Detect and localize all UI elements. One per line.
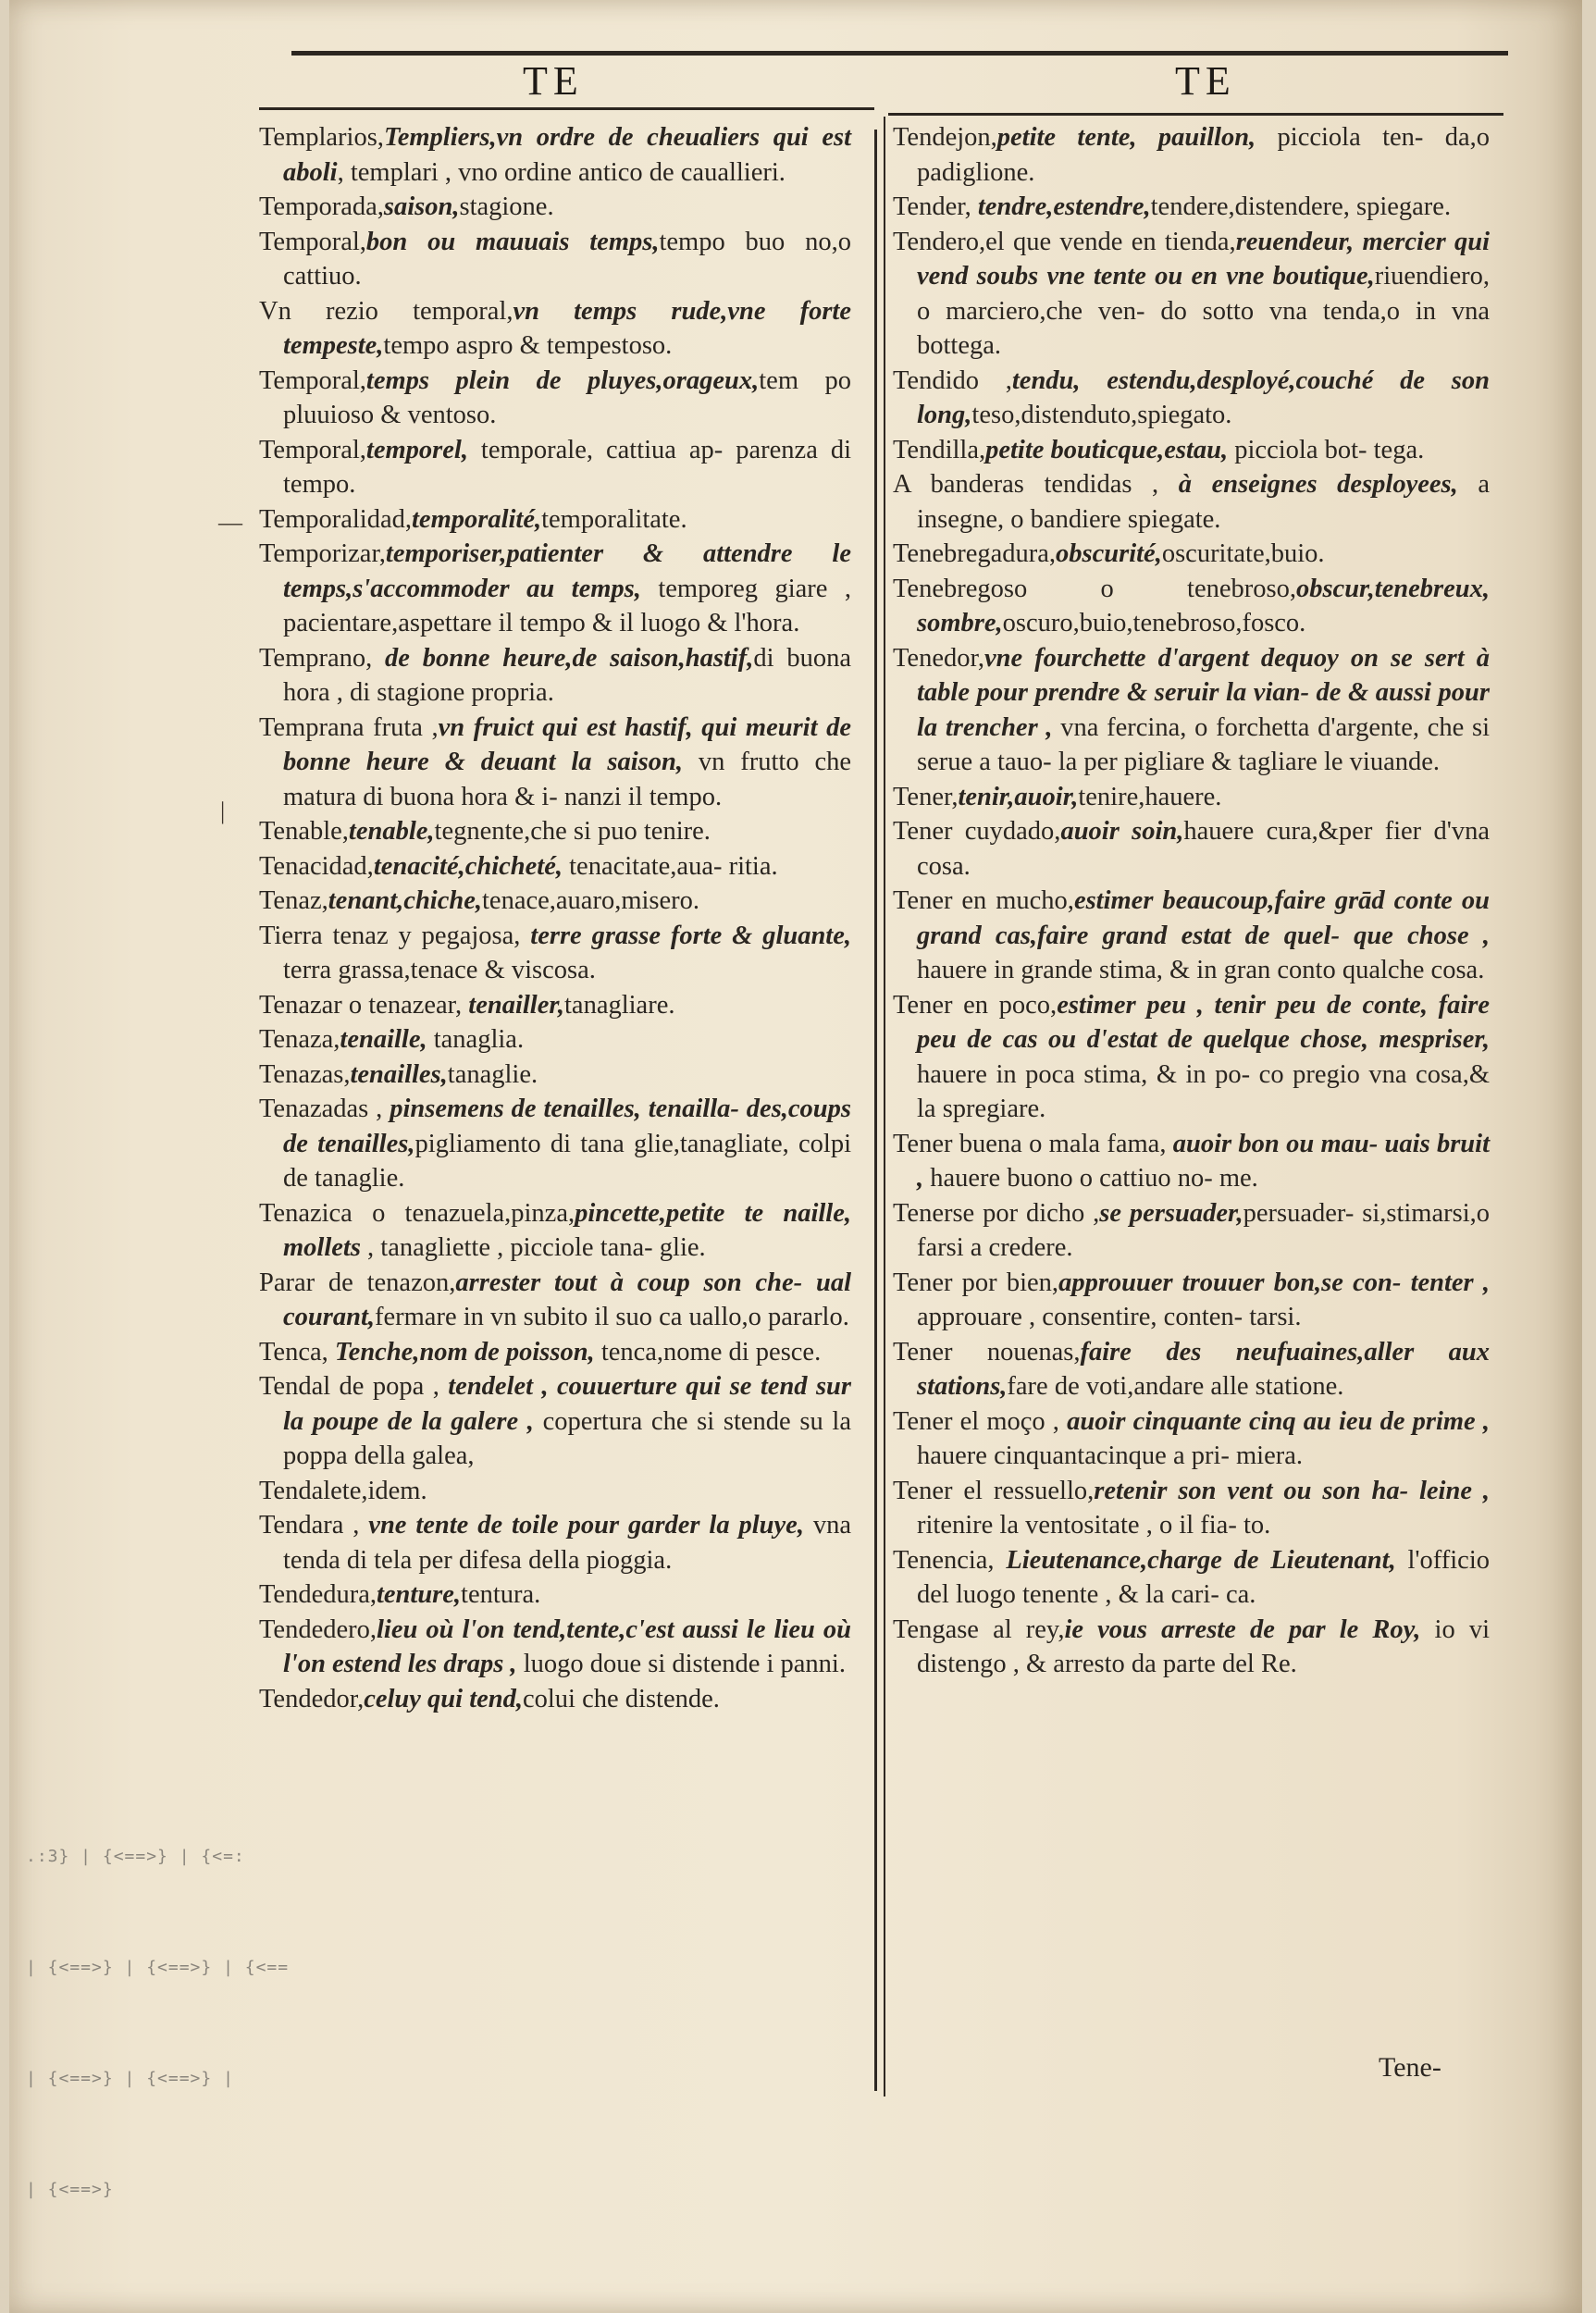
italian-gloss: ritenire la ventositate , o il fia- to. — [917, 1511, 1271, 1540]
left-entry — [259, 884, 851, 919]
spanish-headword: Temporal, — [259, 435, 366, 464]
left-entry — [259, 1266, 851, 1335]
left-entry — [259, 1092, 851, 1196]
italian-gloss: teso,distenduto,spiegato. — [971, 401, 1232, 429]
spanish-headword: Tenazas, — [259, 1059, 351, 1089]
left-entry — [259, 433, 851, 502]
french-gloss: pincette,petite te naille, mollets — [283, 1198, 852, 1262]
left-column — [259, 120, 851, 1716]
italian-gloss: tempo aspro & tempestoso. — [383, 331, 673, 360]
spanish-headword: Tenebregadura, — [893, 539, 1057, 568]
right-entry — [893, 190, 1490, 225]
french-gloss: tenailler, — [462, 990, 564, 1020]
margin-stub: | {<==>} | {<==>} | — [26, 2069, 234, 2088]
french-gloss: Tenche,nom de poisson, — [328, 1337, 595, 1367]
margin-stub: | {<==>} | {<==>} | {<== — [26, 1958, 290, 1977]
french-gloss: obscur,tenebreux, sombre, — [917, 574, 1490, 637]
spanish-headword: Tenazar o tenazear, — [259, 990, 463, 1020]
italian-gloss: fare de voti,andare alle statione. — [1007, 1372, 1344, 1401]
right-entry — [893, 1543, 1490, 1613]
margin-stub: | {<==>} — [26, 2180, 114, 2199]
italian-gloss: temporeg giare , pacientare,aspettare il tempo & il luogo & l'hora. — [283, 574, 852, 637]
italian-gloss: terra grassa,tenace & viscosa. — [283, 956, 596, 984]
french-gloss: ie vous arreste de par le Roy, — [1064, 1614, 1421, 1644]
italian-gloss: stagione. — [459, 192, 554, 221]
right-entry — [893, 433, 1490, 468]
italian-gloss: riuendiero, o marciero,che ven- do sotto vna tenda,o in vna bottega. — [917, 262, 1490, 360]
catchword: Tene- — [1379, 2052, 1441, 2083]
spanish-headword: Parar de tenazon, — [259, 1268, 456, 1297]
spanish-headword: Tener el moço , — [893, 1406, 1059, 1436]
french-gloss: estimer beaucoup,faire grād conte ou grand cas,faire grand estat de quel- que chose , — [917, 886, 1490, 950]
book-page — [9, 0, 1582, 2313]
french-gloss: se persuader, — [1099, 1198, 1243, 1228]
french-gloss: tenailles, — [350, 1059, 448, 1089]
french-gloss: Lieutenance,charge de Lieutenant, — [994, 1545, 1396, 1575]
spanish-headword: Tendal de popa , — [259, 1372, 439, 1401]
left-entry — [259, 641, 851, 711]
right-entry — [893, 1404, 1490, 1474]
left-entry — [259, 537, 851, 641]
column-divider — [874, 130, 877, 2091]
french-gloss: temporalité, — [412, 504, 542, 534]
spanish-headword: Tendara , — [259, 1511, 360, 1540]
italian-gloss: tem po pluuioso & ventoso. — [283, 365, 851, 429]
spanish-headword: Temporada, — [259, 192, 384, 221]
french-gloss: Templiers,vn ordre de cheualiers qui est aboli — [283, 123, 851, 187]
french-gloss: petite tente, pauillon, — [996, 123, 1256, 152]
italian-gloss: tegnente,che si puo tenire. — [434, 817, 711, 846]
margin-stub: .:3} | {<==>} | {<=: — [26, 1847, 245, 1866]
right-entry — [893, 467, 1490, 537]
right-entry — [893, 1474, 1490, 1543]
french-gloss: reuendeur, mercier qui vend soubs vne tente ou en vne boutique, — [917, 227, 1490, 291]
left-entry — [259, 1577, 851, 1613]
left-entry — [259, 1613, 851, 1682]
italian-gloss: approuare , consentire, conten- tarsi. — [917, 1303, 1302, 1331]
italian-gloss: hauere in poca stima, & in po- co pregio vna cosa,& la spregiare. — [917, 1059, 1490, 1123]
french-gloss: arrester tout à coup son che- ual courant, — [283, 1268, 851, 1331]
left-entry — [259, 1022, 851, 1058]
italian-gloss: tanaglia. — [427, 1025, 525, 1054]
italian-gloss: tanagliare. — [564, 990, 675, 1020]
head-rule-right — [888, 113, 1503, 116]
spanish-headword: Tendero,el que vende en tienda, — [893, 227, 1236, 256]
spanish-headword: Vn rezio temporal, — [259, 296, 513, 326]
french-gloss: à enseignes desployees, — [1158, 470, 1458, 499]
spanish-headword: Tener cuydado, — [893, 817, 1061, 846]
spanish-headword: Temporal, — [259, 227, 366, 256]
left-entry — [259, 502, 851, 538]
spanish-headword: Tendalete, — [259, 1476, 368, 1505]
spanish-headword: Tenerse por dicho , — [893, 1198, 1100, 1228]
french-gloss: tendre,estendre, — [971, 192, 1151, 221]
french-gloss: obscurité, — [1056, 539, 1162, 568]
italian-gloss: tentura. — [461, 1580, 541, 1609]
italian-gloss: pigliamento di tana glie,tanagliate, colpi de tanaglie. — [283, 1129, 851, 1193]
spanish-headword: Tendejon, — [893, 123, 997, 152]
italian-gloss: tendere,distendere, spiegare. — [1150, 192, 1452, 221]
french-gloss: vne fourchette d'argent dequoy on se sert à table pour prendre & seruir la vian- de & aussi pour la trencher , — [917, 643, 1490, 742]
italian-gloss: fermare in vn subito il suo ca uallo,o pararlo. — [375, 1303, 849, 1331]
italian-gloss: colui che distende. — [522, 1684, 720, 1713]
spanish-headword: Tenable, — [259, 817, 349, 846]
left-entry — [259, 190, 851, 225]
spanish-headword: Tengase al rey, — [893, 1614, 1065, 1644]
left-entry — [259, 919, 851, 988]
right-entry — [893, 1335, 1490, 1404]
italian-gloss: tenire,hauere. — [1078, 782, 1222, 811]
french-gloss: auoir soin, — [1060, 817, 1184, 846]
italian-gloss: temporale, cattiua ap- parenza di tempo. — [283, 435, 851, 499]
top-rule — [291, 51, 1508, 56]
left-entry — [259, 1335, 851, 1370]
right-entry — [893, 884, 1490, 988]
italian-gloss: hauere in grande stima, & in gran conto qualche cosa. — [917, 956, 1485, 984]
right-entry — [893, 537, 1490, 572]
spanish-headword: Tenaz, — [259, 886, 328, 915]
italian-gloss: io vi distengo , & arresto da parte del Re. — [917, 1614, 1490, 1678]
french-gloss: tenir,auoir, — [958, 782, 1079, 811]
left-entry — [259, 1058, 851, 1093]
italian-gloss: persuader- si,stimarsi,o farsi a credere. — [917, 1198, 1490, 1262]
left-entry — [259, 225, 851, 294]
right-entry — [893, 120, 1490, 190]
spanish-headword: Tener el ressuello, — [893, 1476, 1095, 1505]
spanish-headword: Tener nouenas, — [893, 1337, 1081, 1367]
left-entry — [259, 1508, 851, 1577]
french-gloss: tenture, — [376, 1580, 462, 1609]
italian-gloss: , tanagliette , picciole tana- glie. — [360, 1233, 706, 1262]
spanish-headword: Tenaza, — [259, 1025, 340, 1054]
french-gloss: temporiser,patienter & attendre le temps,s'accommoder au temps, — [283, 539, 851, 603]
margin-mark: | — [220, 798, 226, 824]
left-entry — [259, 711, 851, 815]
french-gloss: vne tente de toile pour garder la pluye, — [359, 1511, 804, 1540]
right-column — [893, 120, 1490, 1682]
left-entry — [259, 1369, 851, 1474]
french-gloss: estimer peu , tenir peu de conte, faire peu de cas ou d'estat de quelque chose, mespriser, — [917, 990, 1491, 1054]
spanish-headword: Tenazica o tenazuela,pinza, — [259, 1198, 575, 1228]
italian-gloss: tenca,nome di pesce. — [594, 1337, 822, 1367]
right-entry — [893, 814, 1490, 884]
italian-gloss: a insegne, o bandiere spiegate. — [917, 470, 1490, 534]
french-gloss: auoir bon ou mau- uais bruit , — [917, 1129, 1490, 1193]
french-gloss: retenir son vent ou son ha- leine , — [1094, 1476, 1490, 1505]
column-divider-inner — [884, 117, 885, 2097]
spanish-headword: Tenedor, — [893, 643, 984, 673]
italian-gloss: tempo buo no,o cattiuo. — [283, 227, 851, 291]
head-rule-left — [259, 107, 874, 110]
spanish-headword: A banderas tendidas , — [893, 470, 1159, 499]
spanish-headword: Tenca, — [259, 1337, 328, 1367]
french-gloss: tendelet , couuerture qui se tend sur la poupe de la galere , — [283, 1372, 851, 1436]
spanish-headword: Templarios, — [259, 123, 384, 152]
spanish-headword: Tenencia, — [893, 1545, 995, 1575]
italian-gloss: luogo doue si distende i panni. — [516, 1650, 846, 1678]
italian-gloss: oscuritate,buio. — [1161, 539, 1325, 568]
spanish-headword: Temporal, — [259, 365, 366, 395]
spanish-headword: Tener, — [893, 782, 959, 811]
spanish-headword: Temprano, — [259, 643, 373, 673]
right-entry — [893, 572, 1490, 641]
left-entry — [259, 849, 851, 884]
spanish-headword: Tendedero, — [259, 1614, 377, 1644]
right-entry — [893, 364, 1490, 433]
right-entry — [893, 641, 1490, 780]
italian-gloss: vn frutto che matura di buona hora & i- nanzi il tempo. — [283, 748, 851, 811]
french-gloss: terre grasse forte & gluante, — [520, 921, 852, 950]
italian-gloss: temporalitate. — [541, 504, 687, 534]
french-gloss: de bonne heure,de saison,hastif, — [372, 643, 754, 673]
spanish-headword: Tender, — [893, 192, 971, 221]
italian-gloss: l'officio del luogo tenente , & la cari- ca. — [917, 1545, 1490, 1609]
french-gloss: vn temps rude,vne forte tempeste, — [283, 296, 852, 360]
spanish-headword: Tener por bien, — [893, 1268, 1059, 1297]
french-gloss: saison, — [383, 192, 460, 221]
italian-gloss: idem. — [367, 1476, 427, 1505]
french-gloss: tenant,chiche, — [328, 886, 483, 915]
french-gloss: bon ou mauuais temps, — [365, 227, 660, 256]
spanish-headword: Tener buena o mala fama, — [893, 1129, 1167, 1158]
spanish-headword: Tendilla, — [893, 435, 986, 464]
left-entry — [259, 1474, 851, 1509]
italian-gloss: hauere cura,&per fier d'vna cosa. — [917, 817, 1490, 881]
running-head-right: TE — [1175, 58, 1236, 104]
italian-gloss: picciola ten- da,o padiglione. — [917, 123, 1490, 187]
left-entry — [259, 988, 851, 1023]
spanish-headword: Tendedor, — [259, 1684, 365, 1713]
italian-gloss: tenace,auaro,misero. — [482, 886, 700, 915]
spanish-headword: Tener en mucho, — [893, 886, 1074, 915]
spanish-headword: Tener en poco, — [893, 990, 1058, 1020]
french-gloss: pinsemens de tenailles, tenailla- des,coups de tenailles, — [283, 1095, 851, 1158]
french-gloss: celuy qui tend, — [364, 1684, 523, 1713]
right-entry — [893, 780, 1490, 815]
french-gloss: petite bouticque,estau, — [985, 435, 1229, 464]
italian-gloss: oscuro,buio,tenebroso,fosco. — [1002, 609, 1306, 637]
right-entry — [893, 1127, 1490, 1196]
left-entry — [259, 120, 851, 190]
italian-gloss: di buona hora , di stagione propria. — [283, 643, 851, 707]
left-entry — [259, 364, 851, 433]
spanish-headword: Tenacidad, — [259, 851, 374, 881]
french-gloss: lieu où l'on tend,tente,c'est aussi le lieu où l'on estend les draps , — [283, 1614, 851, 1678]
italian-gloss: picciola bot- tega. — [1228, 435, 1425, 464]
spanish-headword: Temporizar, — [259, 539, 386, 568]
left-entry — [259, 294, 851, 364]
spanish-headword: Tierra tenaz y pegajosa, — [259, 921, 521, 950]
margin-mark: — — [218, 509, 242, 536]
right-entry — [893, 1196, 1490, 1266]
french-gloss: temporel, — [365, 435, 468, 464]
italian-gloss: tenacitate,aua- ritia. — [563, 851, 778, 881]
left-entry — [259, 1196, 851, 1266]
french-gloss: approuuer trouuer bon,se con- tenter , — [1058, 1268, 1490, 1297]
french-gloss: vn fruict qui est hastif, qui meurit de bonne heure & deuant la saison, — [283, 712, 851, 776]
italian-gloss: , templari , vno ordine antico de cauallieri. — [337, 157, 786, 187]
italian-gloss: hauere buono o cattiuo no- me. — [923, 1164, 1258, 1193]
running-head-left: TE — [523, 58, 584, 104]
italian-gloss: vna tenda di tela per difesa della pioggia. — [283, 1511, 852, 1575]
right-entry — [893, 225, 1490, 364]
spanish-headword: Tenebregoso o tenebroso, — [893, 574, 1296, 603]
french-gloss: tendu, estendu,desployé,couché de son long, — [917, 365, 1490, 429]
french-gloss: temps plein de pluyes,orageux, — [365, 365, 760, 395]
spanish-headword: Tendido , — [893, 365, 1012, 395]
french-gloss: tenable, — [348, 817, 435, 846]
french-gloss: tenaille, — [340, 1025, 427, 1054]
spanish-headword: Tenazadas , — [259, 1095, 383, 1123]
italian-gloss: tanaglie. — [447, 1059, 538, 1089]
italian-gloss: hauere cinquantacinque a pri- miera. — [917, 1441, 1303, 1470]
french-gloss: tenacité,chicheté, — [373, 851, 563, 881]
left-entry — [259, 814, 851, 849]
italian-gloss: vna fercina, o forchetta d'argente, che si serue a tauo- la per pigliare & tagliare le viuande. — [917, 712, 1490, 776]
spanish-headword: Tendedura, — [259, 1580, 377, 1609]
right-entry — [893, 988, 1490, 1127]
right-entry — [893, 1613, 1490, 1682]
left-entry — [259, 1682, 851, 1717]
french-gloss: faire des neufuaines,aller aux stations, — [917, 1337, 1490, 1401]
french-gloss: auoir cinquante cinq au ieu de prime , — [1058, 1406, 1490, 1436]
right-entry — [893, 1266, 1490, 1335]
spanish-headword: Temprana fruta , — [259, 712, 439, 742]
italian-gloss: copertura che si stende su la poppa della galea, — [283, 1406, 851, 1470]
spanish-headword: Temporalidad, — [259, 504, 412, 534]
